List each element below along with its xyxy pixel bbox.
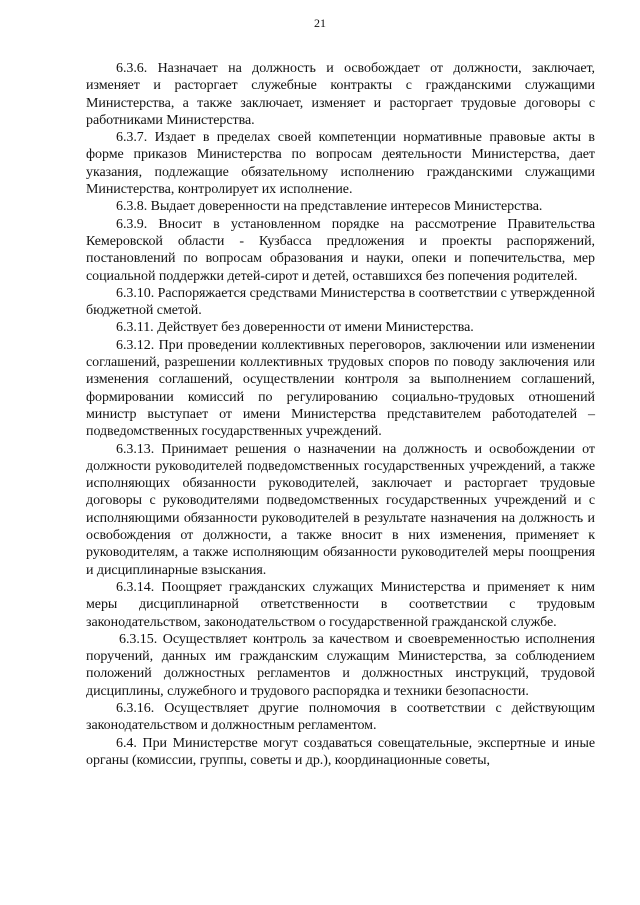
page-number: 21 <box>314 16 326 30</box>
paragraph-6-3-16: 6.3.16. Осуществляет другие полномочия в соответствии с действующим законодательством и должностным регламентом. <box>86 700 595 734</box>
document-body <box>86 60 595 769</box>
paragraph-6-3-15: 6.3.15. Осуществляет контроль за качеством и своевременностью исполнения поручений, данных им гражданским служащим Министерства, за соблюдением положений должностных регламентов и должностных инструкций, трудовой дисциплины, служебного и трудового распорядка и техники безопасности. <box>86 631 595 699</box>
paragraph-6-3-12: 6.3.12. При проведении коллективных переговоров, заключении или изменении соглашений, разрешении коллективных трудовых споров по поводу заключения или изменения соглашений, осуществлении контроля за выполнением соглашений, формировании комиссий по регулированию социально-трудовых отношений министр выступает от имени Министерства представителем работодателей – подведомственных государственных учреждений. <box>86 337 595 440</box>
paragraph-6-4: 6.4. При Министерстве могут создаваться совещательные, экспертные и иные органы (комиссии, группы, советы и др.), координационные советы, <box>86 735 595 768</box>
paragraph-6-3-9: 6.3.9. Вносит в установленном порядке на рассмотрение Правительства Кемеровской области - Кузбасса предложения и проекты распоряжений, постановлений по вопросам образования и науки, опеки и попечительства, мер социальной поддержки детей-сирот и детей, оставшихся без попечения родителей. <box>86 216 595 284</box>
paragraph-6-3-6: 6.3.6. Назначает на должность и освобождает от должности, заключает, изменяет и расторгает служебные контракты с гражданскими служащими Министерства, а также заключает, изменяет и расторгает трудовые договоры с работниками Министерства. <box>86 61 595 128</box>
paragraph-6-3-14: 6.3.14. Поощряет гражданских служащих Министерства и применяет к ним меры дисциплинарной ответственности в соответствии с трудовым законодательством, законодательством о государственной гражданской службе. <box>86 579 595 630</box>
paragraph-6-3-13: 6.3.13. Принимает решения о назначении на должность и освобождении от должности руководителей подведомственных государственных учреждений, а также исполняющих обязанности руководителей, заключает и расторгает трудовые договоры с руководителями подведомственных государственных учреждений и с исполняющими обязанности руководителей в результате назначения на должность и освобождения от должности, а также вносит в них изменения, применяет к руководителям, а также исполняющим обязанности руководителей меры поощрения и дисциплинарные взыскания. <box>86 441 595 578</box>
paragraph-6-3-10: 6.3.10. Распоряжается средствами Министерства в соответствии с утвержденной бюджетной сметой. <box>86 285 595 319</box>
paragraph-6-3-7: 6.3.7. Издает в пределах своей компетенции нормативные правовые акты в форме приказов Министерства по вопросам деятельности Министерства, дает указания, подлежащие обязательному исполнению гражданскими служащими Министерства, контролирует их исполнение. <box>86 130 595 198</box>
paragraph-6-3-8: 6.3.8. Выдает доверенности на представление интересов Министерства. <box>116 199 543 215</box>
paragraph-6-3-11: 6.3.11. Действует без доверенности от имени Министерства. <box>116 320 474 336</box>
